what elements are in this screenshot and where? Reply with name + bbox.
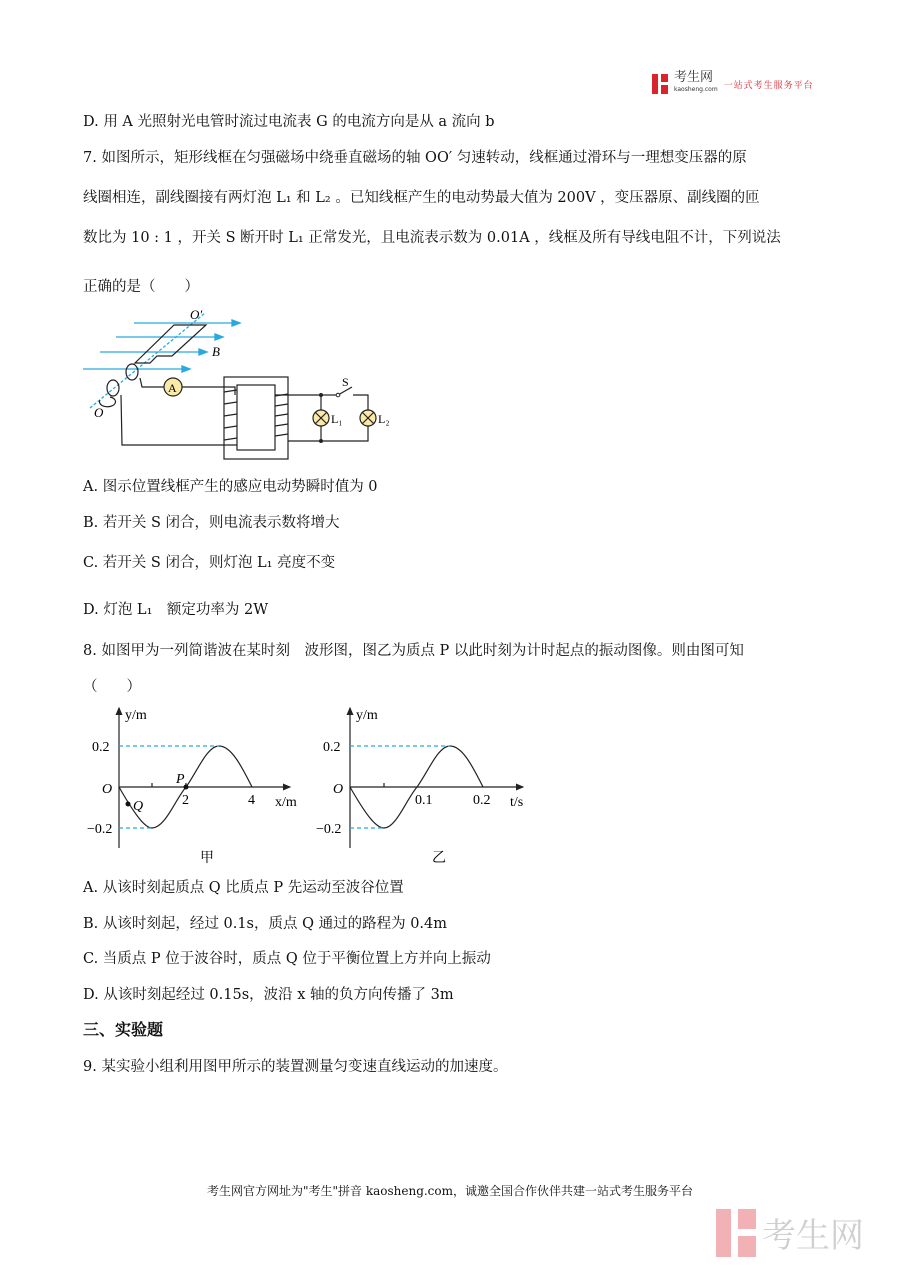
yi-origin: O — [333, 782, 344, 797]
jia-y-top: 0.2 — [92, 740, 110, 755]
kaosheng-logo-icon — [652, 74, 668, 94]
header-logo — [652, 72, 814, 96]
option-8a: A. 从该时刻起质点 Q 比质点 P 先运动至波谷位置 — [83, 880, 404, 896]
question-7-line2: 线圈相连，副线圈接有两灯泡 L₁ 和 L₂ 。已知线框产生的电动势最大值为 200V ，变压器原、副线圈的匝 — [83, 190, 760, 206]
option-7b: B. 若开关 S 闭合，则电流表示数将增大 — [83, 515, 340, 531]
slogan: 一站式考生服务平台 — [723, 80, 814, 91]
generator-transformer-diagram — [80, 300, 410, 465]
jia-x2: 4 — [248, 793, 255, 808]
yi-x2: 0.2 — [473, 793, 491, 808]
label-b-field: B — [212, 344, 220, 359]
ammeter-label: A — [168, 381, 177, 395]
jia-y-bot: −0.2 — [87, 822, 113, 837]
option-7c: C. 若开关 S 闭合，则灯泡 L₁ 亮度不变 — [83, 555, 336, 571]
yi-ylabel: y/m — [356, 708, 378, 723]
question-7-line4: 正确的是（ ） — [83, 279, 199, 295]
point-q: Q — [133, 799, 144, 814]
label-o: O — [94, 405, 104, 420]
option-8c: C. 当质点 P 位于波谷时，质点 Q 位于平衡位置上方并向上振动 — [83, 951, 491, 967]
jia-xlabel: x/m — [275, 795, 297, 810]
label-o-prime: O′ — [190, 307, 203, 322]
question-9: 9. 某实验小组利用图甲所示的装置测量匀变速直线运动的加速度。 — [83, 1059, 508, 1075]
jia-x1: 2 — [182, 793, 189, 808]
watermark — [716, 1208, 864, 1257]
option-6d: D. 用 A 光照射光电管时流过电流表 G 的电流方向是从 a 流向 b — [83, 114, 495, 130]
yi-x1: 0.1 — [415, 793, 433, 808]
lamp-l1-label: L₁ — [331, 412, 343, 426]
question-7-line1: 7. 如图所示，矩形线框在匀强磁场中绕垂直磁场的轴 OO′ 匀速转动，线框通过滑环与一理想变压器的原 — [83, 150, 747, 166]
option-7a: A. 图示位置线框产生的感应电动势瞬时值为 0 — [83, 479, 378, 495]
question-7-line3: 数比为 10 : 1 ，开关 S 断开时 L₁ 正常发光，且电流表示数为 0.01A ，线框及所有导线电阻不计，下列说法 — [83, 230, 781, 246]
option-7d: D. 灯泡 L₁ 额定功率为 2W — [83, 602, 269, 618]
switch-label: S — [342, 375, 349, 389]
yi-caption: 乙 — [432, 851, 446, 866]
logo-text: 考生网 kaosheng.com — [674, 70, 718, 93]
wave-graphs — [87, 700, 540, 870]
jia-origin: O — [102, 782, 113, 797]
section-heading: 三、实验题 — [83, 1020, 164, 1039]
option-8b: B. 从该时刻起，经过 0.1s，质点 Q 通过的路程为 0.4m — [83, 916, 448, 932]
yi-y-bot: −0.2 — [316, 822, 342, 837]
question-8-line2: （ ） — [83, 679, 141, 695]
lamp-l2-label: L₂ — [378, 412, 390, 426]
yi-y-top: 0.2 — [323, 740, 341, 755]
question-8-line1: 8. 如图甲为一列简谐波在某时刻 波形图，图乙为质点 P 以此时刻为计时起点的振动图像。则由图可知 — [83, 643, 744, 659]
watermark-text: 考生网 — [762, 1216, 864, 1256]
yi-xlabel: t/s — [510, 795, 524, 810]
option-8d: D. 从该时刻起经过 0.15s，波沿 x 轴的负方向传播了 3m — [83, 987, 454, 1003]
footer-text: 考生网官方网址为"考生"拼音 kaosheng.com，诚邀全国合作伙伴共建一站式考生服务平台 — [206, 1184, 694, 1198]
jia-ylabel: y/m — [125, 708, 147, 723]
watermark-logo-icon — [716, 1209, 756, 1257]
jia-caption: 甲 — [200, 851, 214, 866]
point-p: P — [176, 772, 185, 787]
